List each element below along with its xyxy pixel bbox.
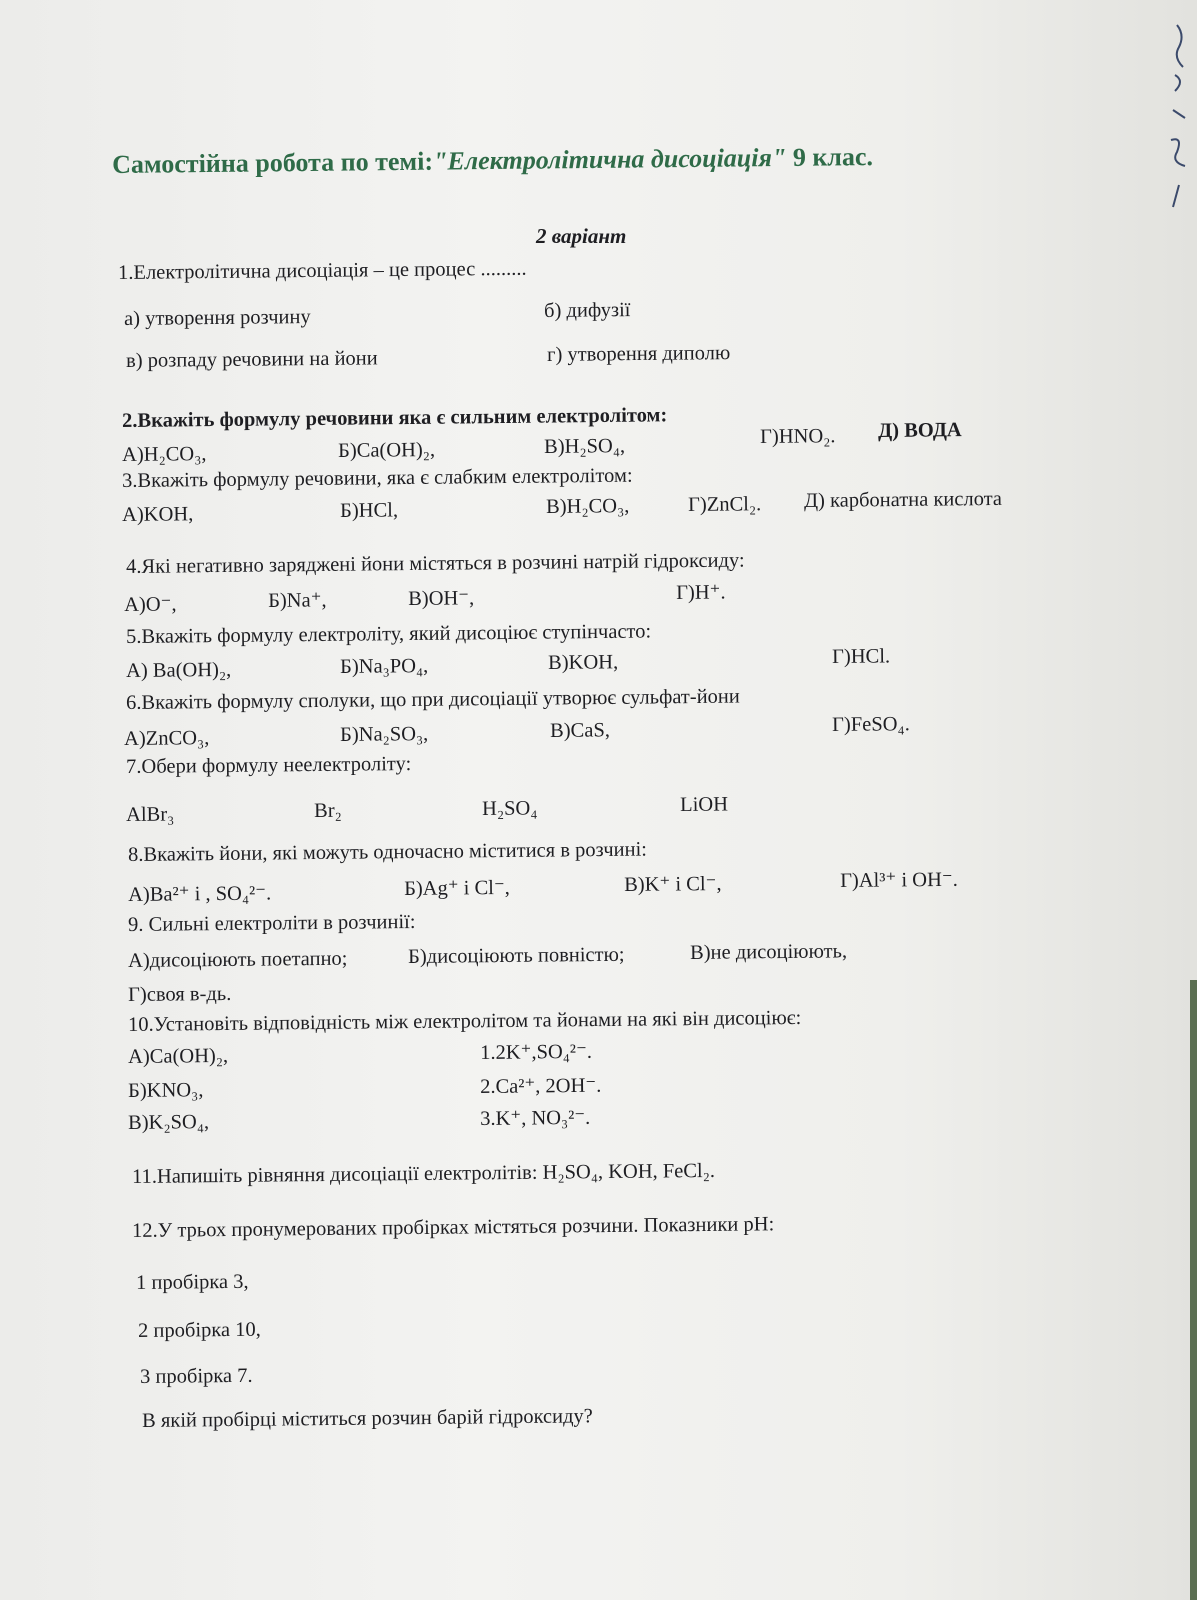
q6-option-d: Г)FeSO₄.	[832, 713, 910, 736]
question-4: 4.Які негативно заряджені йони містяться в розчині натрій гідроксиду:	[126, 549, 745, 578]
q8-option-a: А)Ba²⁺ і , SO₄²⁻.	[128, 882, 272, 906]
question-11: 11.Напишіть рівняння дисоціації електролітів: H₂SO₄, KOH, FeCl₂.	[132, 1159, 716, 1188]
q3-option-a: А)KOH,	[122, 503, 194, 526]
q4-option-a: А)O⁻,	[124, 593, 177, 616]
page-title: Самостійна робота по темі:"Електролітична дисоціація" 9 клас.	[112, 142, 874, 179]
background-edge	[1190, 980, 1197, 1600]
question-9: 9. Сильні електроліти в розчинії:	[128, 910, 416, 936]
q10-right-3: 3.K⁺, NO₃²⁻.	[480, 1106, 591, 1130]
q4-option-b: Б)Na⁺,	[268, 589, 327, 612]
q6-option-b: Б)Na₂SO₃,	[340, 723, 429, 746]
q7-option-3: H₂SO₄	[482, 797, 538, 820]
question-6: 6.Вкажіть формулу сполуки, що при дисоціації утворює сульфат-йони	[126, 685, 740, 714]
q3-option-d: Г)ZnCl₂.	[688, 493, 762, 516]
q5-option-a: А) Ba(OH)₂,	[126, 658, 232, 682]
q5-option-b: Б)Na₃PO₄,	[340, 655, 429, 678]
q1-option-a: а) утворення розчину	[124, 306, 311, 330]
q1-option-c: в) розпаду речовини на йони	[126, 347, 378, 372]
q1-option-b: б) дифузії	[544, 299, 631, 322]
q1-option-d: г) утворення диполю	[547, 342, 731, 366]
q12-tube-3: 3 пробірка 7.	[140, 1364, 253, 1388]
q9-option-d: Г)своя в-дь.	[128, 982, 232, 1006]
question-10: 10.Установіть відповідність між електролітом та йонами на які він дисоціює:	[128, 1006, 802, 1036]
q5-option-d: Г)HCl.	[832, 645, 891, 668]
q10-left-c: В)K₂SO₄,	[128, 1111, 210, 1134]
q7-option-2: Br₂	[314, 799, 342, 822]
q2-option-e: Д) ВОДА	[878, 419, 962, 442]
q10-left-b: Б)KNO₃,	[128, 1079, 204, 1102]
q12-question: В якій пробірці міститься розчин барій гідроксиду?	[142, 1405, 593, 1432]
question-8: 8.Вкажіть йони, які можуть одночасно міститися в розчині:	[128, 838, 648, 866]
variant-label: 2 варіант	[536, 224, 627, 248]
q4-option-d: Г)H⁺.	[676, 581, 726, 604]
q8-option-b: Б)Ag⁺ і Cl⁻,	[404, 876, 510, 900]
q12-tube-2: 2 пробірка 10,	[138, 1318, 261, 1342]
q8-option-d: Г)Al³⁺ і OH⁻.	[840, 868, 958, 892]
q9-option-c: В)не дисоціюють,	[690, 940, 848, 964]
question-3: 3.Вкажіть формулу речовини, яка є слабким електролітом:	[122, 464, 633, 492]
q2-option-a: А)H₂CO₃,	[122, 443, 207, 466]
q6-option-c: В)CaS,	[550, 719, 611, 742]
q10-left-a: А)Ca(OH)₂,	[128, 1044, 229, 1068]
q6-option-a: А)ZnCO₃,	[124, 727, 210, 750]
handwritten-margin-note	[1155, 20, 1195, 220]
q9-option-b: Б)дисоціюють повністю;	[408, 943, 625, 968]
question-1: 1.Електролітична дисоціація – це процес .........	[118, 257, 527, 284]
q3-option-e: Д) карбонатна кислота	[804, 487, 1003, 512]
question-2: 2.Вкажіть формулу речовини яка є сильним електролітом:	[122, 404, 668, 432]
q7-option-4: LiOH	[680, 793, 729, 816]
q12-tube-1: 1 пробірка 3,	[136, 1270, 249, 1294]
q8-option-c: В)K⁺ і Cl⁻,	[624, 872, 722, 896]
q9-option-a: А)дисоціюють поетапно;	[128, 947, 348, 972]
question-7: 7.Обери формулу неелектроліту:	[126, 753, 412, 778]
q10-right-1: 1.2K⁺,SO₄²⁻.	[480, 1040, 593, 1064]
q3-option-b: Б)HCl,	[340, 499, 399, 522]
q4-option-c: В)OH⁻,	[408, 587, 475, 610]
q3-option-c: В)H₂CO₃,	[546, 495, 630, 518]
question-5: 5.Вкажіть формулу електроліту, який дисоціює ступінчасто:	[126, 620, 652, 648]
q5-option-c: В)KOH,	[548, 651, 619, 674]
question-12: 12.У трьох пронумерованих пробірках містяться розчини. Показники pH:	[132, 1213, 775, 1242]
q10-right-2: 2.Ca²⁺, 2OH⁻.	[480, 1074, 602, 1098]
q7-option-1: AlBr₃	[126, 803, 175, 826]
q2-option-d: Г)HNO₂.	[760, 425, 836, 448]
q2-option-b: Б)Ca(OH)₂,	[338, 438, 436, 462]
q2-option-c: В)H₂SO₄,	[544, 435, 626, 458]
